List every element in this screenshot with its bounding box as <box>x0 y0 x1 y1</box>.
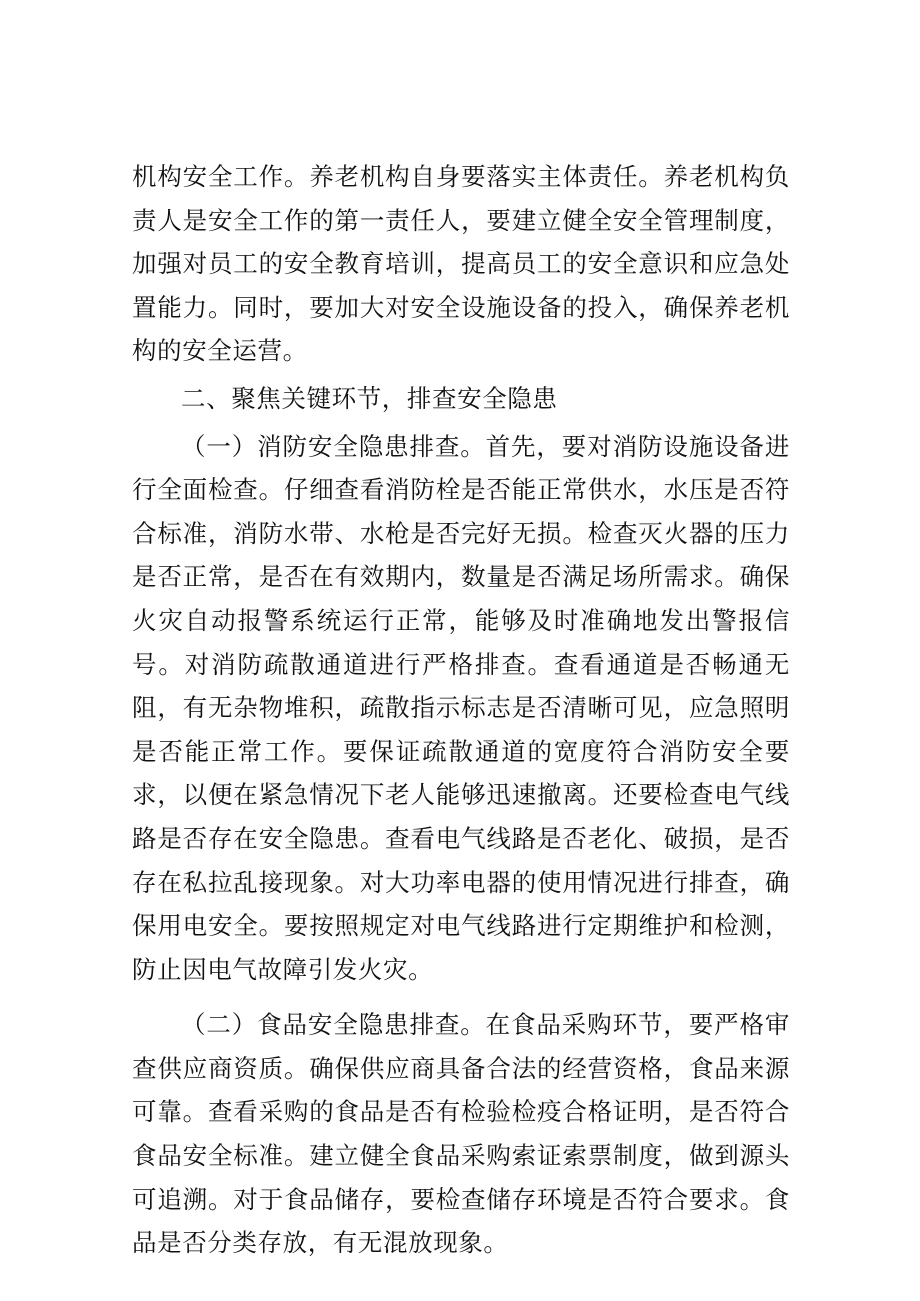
paragraph-fire-safety: （一）消防安全隐患排查。首先，要对消防设施设备进行全面检查。仔细查看消防栓是否能正常供水，水压是否符合标准，消防水带、水枪是否完好无损。检查灭火器的压力是否正常，是否在有效期内，数量是否满足场所需求。确保火灾自动报警系统运行正常，能够及时准确地发出警报信号。对消防疏散通道进行严格排查。查看通道是否畅通无阻，有无杂物堆积，疏散指示标志是否清晰可见，应急照明是否能正常工作。要保证疏散通道的宽度符合消防安全要求，以便在紧急情况下老人能够迅速撤离。还要检查电气线路是否存在安全隐患。查看电气线路是否老化、破损，是否存在私拉乱接现象。对大功率电器的使用情况进行排查，确保用电安全。要按照规定对电气线路进行定期维护和检测，防止因电气故障引发火灾。 <box>132 431 790 984</box>
document-body <box>132 155 790 1265</box>
section-heading: 二、聚焦关键环节，排查安全隐患 <box>181 383 558 413</box>
paragraph-continuation: 机构安全工作。养老机构自身要落实主体责任。养老机构负责人是安全工作的第一责任人，要建立健全安全管理制度，加强对员工的安全教育培训，提高员工的安全意识和应急处置能力。同时，要加大对安全设施设备的投入，确保养老机构的安全运营。 <box>132 162 790 366</box>
paragraph-food-safety: （二）食品安全隐患排查。在食品采购环节，要严格审查供应商资质。确保供应商具备合法的经营资格，食品来源可靠。查看采购的食品是否有检验检疫合格证明，是否符合食品安全标准。建立健全食品采购索证索票制度，做到源头可追溯。对于食品储存，要检查储存环境是否符合要求。食品是否分类存放，有无混放现象。 <box>132 1010 790 1258</box>
